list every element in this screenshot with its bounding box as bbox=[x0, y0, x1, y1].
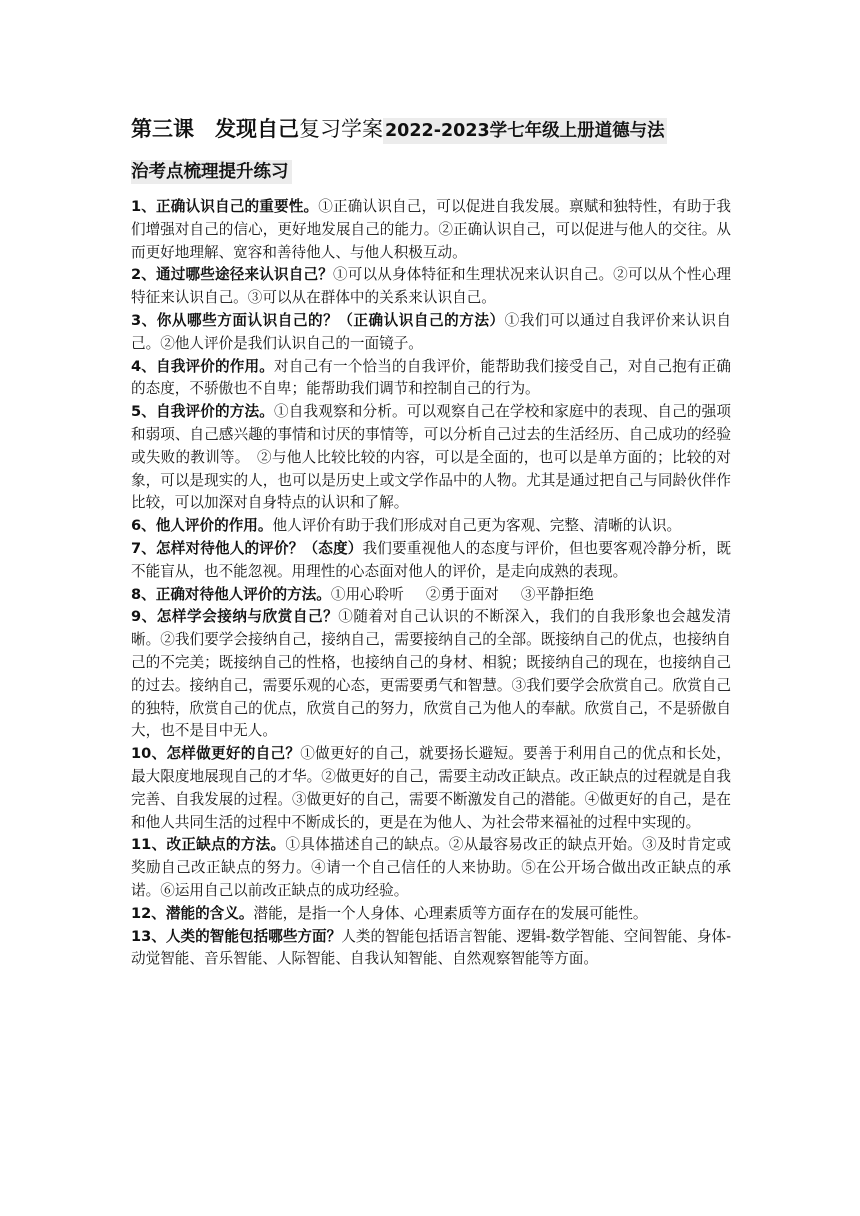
point-heading: 3、你从哪些方面认识自己的？（正确认识自己的方法） bbox=[131, 311, 505, 329]
point-8 bbox=[131, 584, 731, 607]
document-title bbox=[131, 110, 731, 148]
title-grade-subject: 2022-2023学七年级上册道德与法 bbox=[383, 118, 667, 144]
point-heading: 2、通过哪些途径来认识自己？ bbox=[131, 266, 334, 284]
point-1 bbox=[131, 196, 731, 264]
point-body: ①正确认识自己，可以促进自我发展。禀赋和独特性，有助于我们增强对自己的信心，更好地发展自己的能力。②正确认识自己，可以促进与他人的交往。从而更好地理解、宽容和善待他人、与他人积极互动。 bbox=[131, 198, 731, 261]
point-body: ①可以从身体特征和生理状况来认识自己。②可以从个性心理特征来认识自己。③可以从在群体中的关系来认识自己。 bbox=[131, 266, 732, 307]
point-body: 我们要重视他人的态度与评价，但也要客观冷静分析，既不能盲从，也不能忽视。用理性的心态面对他人的评价，是走向成熟的表现。 bbox=[131, 539, 731, 580]
point-body: 人类的智能包括语言智能、逻辑-数学智能、空间智能、身体-动觉智能、音乐智能、人际智能、自我认知智能、自然观察智能等方面。 bbox=[131, 927, 732, 968]
point-9 bbox=[131, 606, 731, 743]
document-title-continued bbox=[131, 157, 731, 187]
point-5 bbox=[131, 401, 731, 515]
point-heading: 13、人类的智能包括哪些方面？ bbox=[131, 927, 342, 945]
point-4 bbox=[131, 356, 731, 402]
point-body: 对自己有一个恰当的自我评价，能帮助我们接受自己，对自己抱有正确的态度，不骄傲也不自卑；能帮助我们调节和控制自己的行为。 bbox=[131, 357, 731, 398]
point-heading: 12、潜能的含义。 bbox=[131, 904, 254, 922]
method-face: ②勇于面对 bbox=[425, 585, 499, 603]
point-body: ①做更好的自己，就要扬长避短。要善于利用自己的优点和长处，最大限度地展现自己的才华。②做更好的自己，需要主动改正缺点。改正缺点的过程就是自我完善、自我发展的过程。③做更好的自己，需要不断激发自己的潜能。④做更好的自己，是在和他人共同生活的过程中不断成长的，更是在为他人、为社会带来福祉的过程中实现的。 bbox=[131, 745, 731, 831]
point-body: ①具体描述自己的缺点。②从最容易改正的缺点开始。③及时肯定或奖励自己改正缺点的努力。④请一个自己信任的人来协助。⑤在公开场合做出改正缺点的承诺。⑥运用自己以前改正缺点的成功经验。 bbox=[131, 836, 731, 899]
point-heading: 5、自我评价的方法。 bbox=[131, 403, 275, 421]
title-doc-type: 复习学案 bbox=[299, 117, 383, 141]
point-heading: 6、他人评价的作用。 bbox=[131, 517, 273, 535]
document-page bbox=[131, 110, 731, 971]
point-body: ①随着对自己认识的不断深入，我们的自我形象也会越发清晰。②我们要学会接纳自己，接纳自己，需要接纳自己的全部。既接纳自己的优点，也接纳自己的不完美；既接纳自己的性格，也接纳自己的身材、相貌；既接纳自己的现在，也接纳自己的过去。接纳自己，需要乐观的心态，更需要勇气和智慧。③我们要学会欣赏自己。欣赏自己的独特，欣赏自己的优点，欣赏自己的努力，欣赏自己为他人的奉献。欣赏自己，不是骄傲自大，也不是目中无人。 bbox=[131, 608, 731, 740]
point-12 bbox=[131, 903, 731, 926]
method-listen: ①用心聆听 bbox=[330, 585, 404, 603]
point-heading: 4、自我评价的作用。 bbox=[131, 357, 275, 375]
point-10 bbox=[131, 743, 731, 834]
point-7 bbox=[131, 538, 731, 584]
point-6 bbox=[131, 515, 731, 538]
point-2 bbox=[131, 264, 731, 310]
point-heading: 7、怎样对待他人的评价？（态度） bbox=[131, 539, 363, 557]
title-subject-tail: 治考点梳理提升练习 bbox=[131, 160, 292, 184]
point-body: 他人评价有助于我们形成对自己更为客观、完整、清晰的认识。 bbox=[272, 517, 682, 535]
point-3 bbox=[131, 310, 731, 356]
point-heading: 1、正确认识自己的重要性。 bbox=[131, 198, 319, 215]
point-body: ①我们可以通过自我评价来认识自己。②他人评价是我们认识自己的一面镜子。 bbox=[131, 311, 731, 352]
point-heading: 10、怎样做更好的自己？ bbox=[131, 745, 301, 763]
point-13 bbox=[131, 926, 731, 972]
point-body: 潜能，是指一个人身体、心理素质等方面存在的发展可能性。 bbox=[253, 904, 648, 922]
method-refuse: ③平静拒绝 bbox=[520, 585, 594, 603]
point-heading: 11、改正缺点的方法。 bbox=[131, 836, 286, 854]
point-11 bbox=[131, 834, 731, 902]
review-points bbox=[131, 196, 731, 971]
point-body: ①自我观察和分析。可以观察自己在学校和家庭中的表现、自己的强项和弱项、自己感兴趣的事情和讨厌的事情等，可以分析自己过去的生活经历、自己成功的经验或失败的教训等。 ②与他人比较比较的内容，可以是全面的，也可以是单方面的；比较的对象，可以是现实的人，也可以是历史上或文学作品中的人物。尤其是通过把自己与同龄伙伴作比较，可以加深对自身特点的认识和了解。 bbox=[131, 403, 731, 512]
point-heading: 9、怎样学会接纳与欣赏自己？ bbox=[131, 608, 339, 626]
title-lesson: 第三课 发现自己 bbox=[131, 117, 299, 141]
point-heading: 8、正确对待他人评价的方法。 bbox=[131, 585, 331, 603]
